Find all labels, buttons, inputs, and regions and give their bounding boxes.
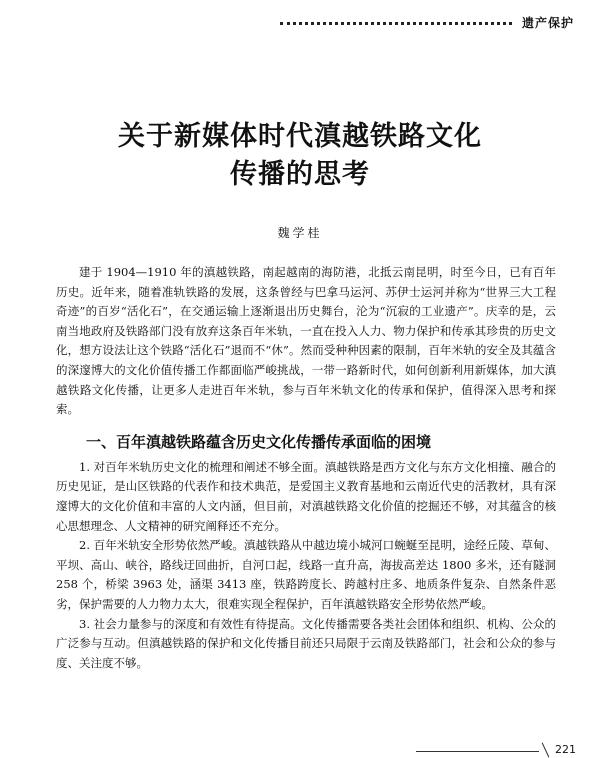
article-title	[0, 118, 600, 194]
section-label: 遗产保护	[521, 15, 574, 30]
paragraph-2: 2. 百年米轨安全形势依然严峻。滇越铁路从中越边境小城河口蜿蜒至昆明，途经丘陵、草甸、平坝、高山、峡谷，路线迂回曲折，自河口起，线路一直升高，海拔高差达 1800 多米，还有隧洞 258 个，桥梁 3963 处，涵渠 3413 座，铁路跨度长、跨越村庄多、地质条件复杂、自然条件恶劣，保护需要的人力物力太大，很难实现全程保护，百年滇越铁路安全形势依然严峻。	[56, 538, 556, 611]
title-line-2: 传播的思考	[230, 159, 370, 190]
page-number: 221	[555, 743, 576, 756]
article-body	[56, 263, 556, 673]
paragraph-3: 3. 社会力量参与的深度和有效性有待提高。文化传播需要各类社会团体和组织、机构、公众的广泛参与互动。但滇越铁路的保护和文化传播目前还只局限于云南及铁路部门，社会和公众的参与度、关注度不够。	[56, 616, 556, 670]
author: 魏学桂	[277, 226, 323, 240]
title-line-1: 关于新媒体时代滇越铁路文化	[118, 121, 482, 152]
paragraph-1: 1. 对百年米轨历史文化的梳理和阐述不够全面。滇越铁路是西方文化与东方文化相撞、融合的历史见证，是山区铁路的代表作和技术典范，是爱国主义教育基地和云南近代史的活教材，具有深邃博大的文化价值和丰富的人文内涵，但目前，对滇越铁路文化价值的挖掘还不够，对其蕴含的核心思想理念、人文精神的研究阐释还不充分。	[56, 459, 556, 533]
page-footer	[416, 742, 576, 756]
header-dotted-rule	[280, 22, 512, 25]
section-heading: 一、百年滇越铁路蕴含历史文化传播传承面临的困境	[86, 432, 432, 451]
running-header	[280, 14, 574, 30]
footer-rule	[416, 751, 539, 752]
footer-slash-mark	[539, 742, 555, 756]
intro-paragraph: 建于 1904—1910 年的滇越铁路，南起越南的海防港，北抵云南昆明，时至今日，已有百年历史。近年来，随着准轨铁路的发展，这条曾经与巴拿马运河、苏伊士运河并称为“世界三大工程奇迹”的百岁“活化石”，在交通运输上逐渐退出历史舞台，沦为“沉寂的工业遗产”。庆幸的是，云南当地政府及铁路部门没有放弃这条百年米轨，一直在投入人力、物力保护和传承其珍贵的历史文化，想方设法让这个铁路“活化石”退而不“休”。然而受种种因素的限制，百年米轨的安全及其蕴含的深邃博大的文化价值传播工作都面临严峻挑战，一带一路新时代，如何创新利用新媒体，加大滇越铁路文化传播，让更多人走进百年米轨，参与百年米轨文化的传承和保护，值得深入思考和探索。	[56, 265, 556, 417]
